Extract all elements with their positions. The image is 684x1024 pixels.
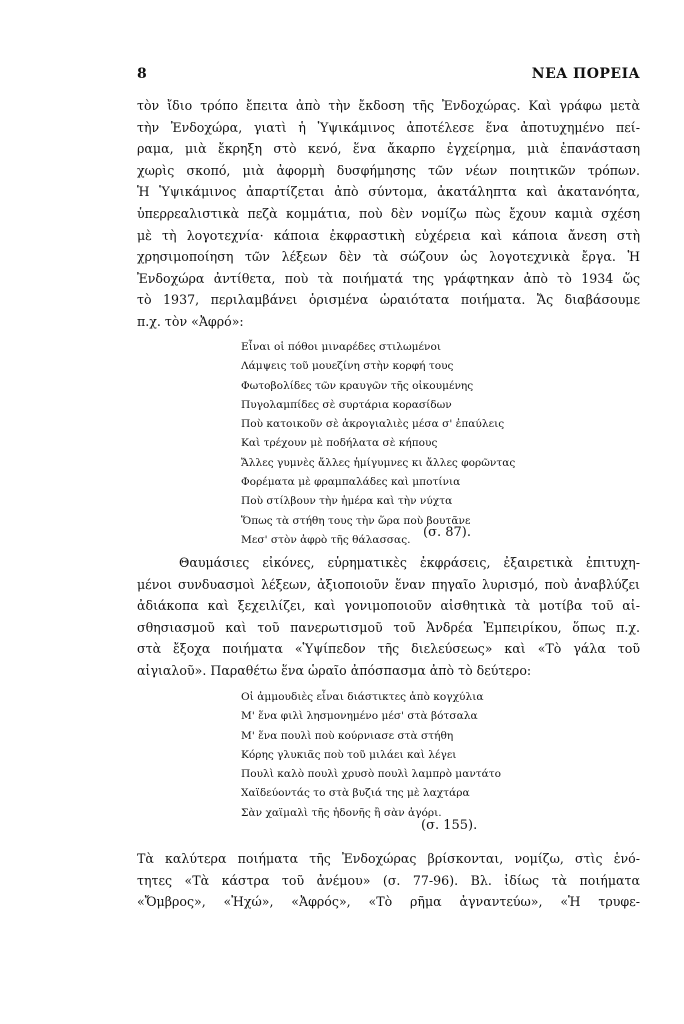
text-line: χρησιμοποίηση τῶν λέξεων δὲν τὰ σώζουν ὡς λογοτεχνικὰ ἔργα. Ἡ bbox=[137, 249, 640, 265]
text-line: τὸν ἴδιο τρόπο ἔπειτα ἀπὸ τὴν ἔκδοση τῆς Ἐνδοχώρας. Καὶ γράφω μετὰ bbox=[137, 98, 640, 113]
poem-verse: Εἶναι οἱ πόθοι μιναρέδες στιλωμένοι bbox=[241, 341, 441, 353]
text-line: Ἐνδοχώρα ἀντίθετα, ποὺ τὰ ποιήματά της γράφτηκαν ἀπὸ τὸ 1934 ὥς bbox=[137, 270, 640, 286]
poem-verse: Λάμψεις τοῦ μουεζίνη στὴν κορφή τους bbox=[241, 360, 454, 373]
page-header bbox=[137, 66, 640, 86]
paragraph-3 bbox=[137, 848, 640, 913]
poem-verse: Καὶ τρέχουν μὲ ποδήλατα σὲ κήπους bbox=[241, 437, 438, 450]
text-line: Ἡ Ὑψικάμινος ἀπαρτίζεται ἀπὸ σύντομα, ἀκατάληπτα καὶ ἀκατανόητα, bbox=[137, 184, 640, 200]
text-line: «Ὄμβρος», «Ἠχώ», «Ἀφρός», «Τὸ ρῆμα ἀγναντεύω», «Ἡ τρυφε- bbox=[137, 894, 640, 910]
poem-verse: Πουλὶ καλὸ πουλὶ χρυσὸ πουλὶ λαμπρὸ μαντάτο bbox=[241, 768, 502, 781]
text-line: ὑπερρεαλιστικὰ πεζὰ κομμάτια, ποὺ δὲν νομίζω πὼς ἔχουν καμιὰ σχέση bbox=[137, 205, 640, 221]
text-line: τὸ 1937, περιλαμβάνει ὁρισμένα ὡραιότατα ποιήματα. Ἄς διαβάσουμε bbox=[137, 292, 640, 308]
paragraph-2 bbox=[137, 552, 640, 682]
text-line: ἀδιάκοπα καὶ ξεχειλίζει, καὶ γονιμοποιοῦν αἰσθητικὰ τὰ μοτίβα τοῦ αἰ- bbox=[137, 598, 640, 614]
text-line: π.χ. τὸν «Ἀφρό»: bbox=[137, 313, 244, 329]
page-citation-1: (σ. 87). bbox=[423, 525, 471, 540]
poem-verse: Φορέματα μὲ φραμπαλάδες καὶ μποτίνια bbox=[241, 476, 461, 489]
page-citation-2: (σ. 155). bbox=[421, 818, 478, 833]
poem-verse: Μ' ἕνα πουλὶ ποὺ κούρνιασε στὰ στήθη bbox=[241, 729, 454, 742]
poem-verse: Μ' ἕνα φιλὶ λησμονημένο μέσ' στὰ βότσαλα bbox=[241, 710, 478, 723]
text-line: τὴν Ἐνδοχώρα, γιατὶ ἡ Ὑψικάμινος ἀποτέλεσε ἕνα ἀποτυχημένο πεί- bbox=[137, 119, 640, 135]
text-line: Τὰ καλύτερα ποιήματα τῆς Ἐνδοχώρας βρίσκονται, νομίζω, στὶς ἑνό- bbox=[137, 851, 640, 866]
poem-verse: Μεσ' στὸν ἀφρὸ τῆς θάλασσας. bbox=[241, 533, 411, 546]
paragraph-1 bbox=[137, 95, 640, 333]
poem-verse: Οἱ ἀμμουδιὲς εἶναι διάστικτες ἀπὸ κογχύλια bbox=[241, 691, 484, 703]
poem-quote-1 bbox=[241, 338, 621, 550]
text-line: ραμα, μιὰ ἔκρηξη στὸ κενό, ἕνα ἄκαρπο ἐγχείρημα, μιὰ ἐπανάσταση bbox=[137, 141, 640, 157]
poem-verse: Φωτοβολίδες τῶν κραυγῶν τῆς οἰκουμένης bbox=[241, 379, 474, 392]
text-line: μένοι συνδυασμοὶ λέξεων, ἀξιοποιοῦν ἕναν πηγαῖο λυρισμό, ποὺ ἀναβλύζει bbox=[137, 576, 640, 592]
text-line: μὲ τὴ λογοτεχνία· κάποια ἐκφραστικὴ εὐχέρεια καὶ κάποια ἄνεση στὴ bbox=[137, 227, 640, 243]
text-line: τητες «Τὰ κάστρα τοῦ ἀνέμου» (σ. 77-96). Βλ. ἰδίως τὰ ποιήματα bbox=[137, 872, 640, 888]
poem-verse: Ποὺ στίλβουν τὴν ἡμέρα καὶ τὴν νύχτα bbox=[241, 495, 453, 508]
poem-verse: Ὅπως τὰ στήθη τους τὴν ὥρα ποὺ βουτᾶνε bbox=[241, 514, 471, 527]
text-line: χωρὶς σκοπό, μιὰ ἀφορμὴ δυσφήμησης τῶν νέων ποιητικῶν τρόπων. bbox=[137, 162, 640, 178]
poem-verse: Χαϊδεύοντάς το στὰ βυζιά της μὲ λαχτάρα bbox=[241, 787, 470, 800]
poem-verse: Κόρης γλυκιᾶς ποὺ τοῦ μιλάει καὶ λέγει bbox=[241, 748, 457, 761]
text-line: σθησιασμοῦ καὶ τοῦ πανερωτισμοῦ τοῦ Ἀνδρέα Ἐμπειρίκου, ὅπως π.χ. bbox=[137, 619, 640, 635]
poem-verse: Πυγολαμπίδες σὲ συρτάρια κορασίδων bbox=[241, 398, 452, 411]
poem-verse: Ἄλλες γυμνὲς ἄλλες ἡμίγυμνες κι ἄλλες φορῶντας bbox=[241, 456, 516, 469]
poem-verse: Ποὺ κατοικοῦν σὲ ἀκρογιαλιὲς μέσα σ' ἐπαύλεις bbox=[241, 418, 505, 431]
journal-title: ΝΕΑ ΠΟΡΕΙΑ bbox=[531, 66, 640, 82]
poem-verse: Σὰν χαϊμαλὶ τῆς ἡδονῆς ἢ σὰν ἀγόρι. bbox=[241, 806, 442, 819]
text-line: Θαυμάσιες εἰκόνες, εὑρηματικὲς ἐκφράσεις, ἐξαιρετικὰ ἐπιτυχη- bbox=[179, 555, 640, 570]
page-number: 8 bbox=[137, 66, 147, 82]
poem-quote-2 bbox=[241, 688, 621, 823]
text-line: αἰγιαλοῦ». Παραθέτω ἕνα ὡραῖο ἀπόσπασμα ἀπὸ τὸ δεύτερο: bbox=[137, 662, 532, 678]
text-line: στὰ ἔξοχα ποιήματα «Ὑψίπεδον τῆς διελεύσεως» καὶ «Τὸ γάλα τοῦ bbox=[137, 641, 640, 657]
